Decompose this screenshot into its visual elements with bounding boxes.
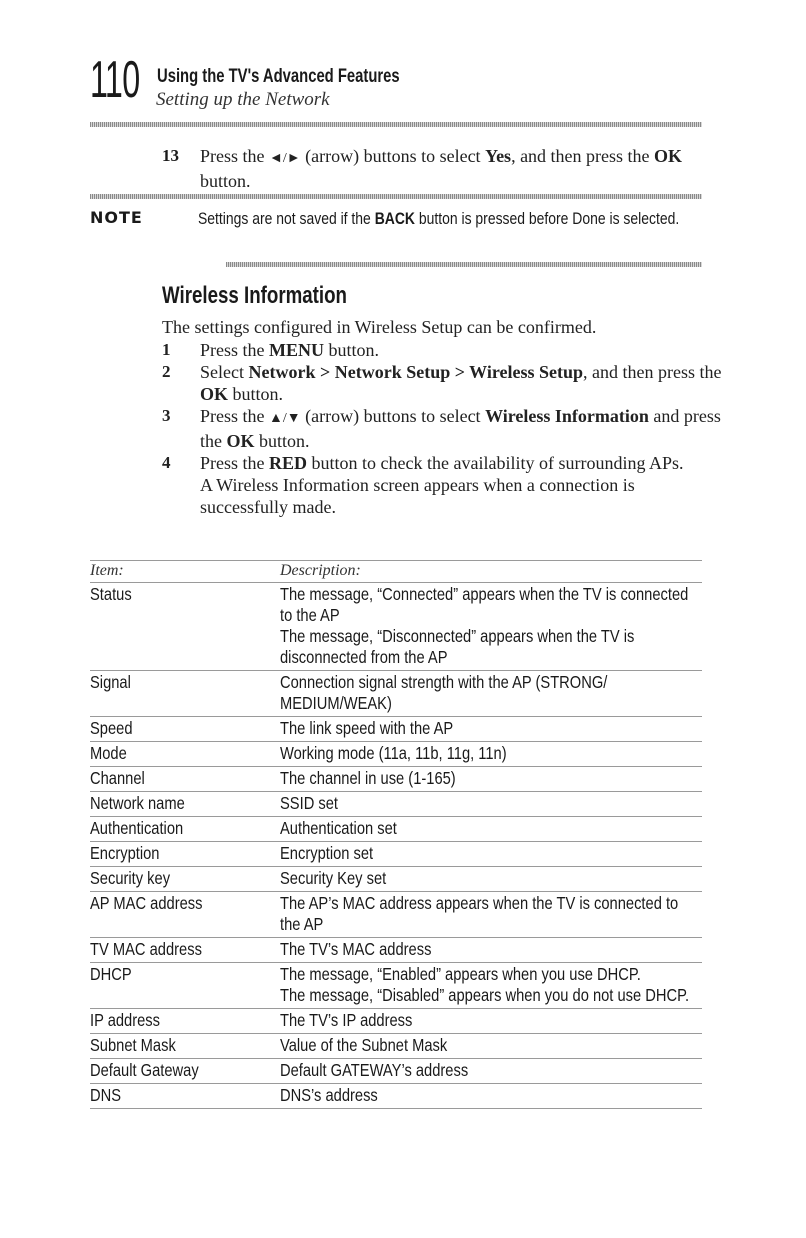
step-text [200,361,722,405]
item-label: DHCP [90,964,132,984]
description-wrap [280,718,702,739]
table-row [90,963,702,1009]
item-cell [90,1084,280,1108]
item-label: Speed [90,718,133,738]
header-rule [90,122,702,127]
item-label: Security key [90,868,171,888]
table-row [90,742,702,767]
text-run: Press the [200,340,265,360]
wireless-steps [162,316,722,518]
item-cell [90,767,280,791]
step-number: 2 [162,362,171,381]
item-label: Network name [90,793,185,813]
description-text: Encryption set [280,843,374,863]
wireless-info-table [90,560,702,1109]
step-text [200,145,700,192]
item-label: DNS [90,1085,122,1105]
table-row [90,1034,702,1059]
item-label: IP address [90,1010,161,1030]
item-label: Encryption [90,843,160,863]
description-text: The link speed with the AP [280,718,454,738]
description-text: The TV’s IP address [280,1010,413,1030]
item-label: AP MAC address [90,893,203,913]
item-cell [90,742,280,766]
description-text: Authentication set [280,818,397,838]
description-text: DNS’s address [280,1085,378,1105]
ok-term: OK [200,384,229,404]
text-run: Press the [200,146,265,166]
step-3 [162,405,722,452]
text-run: Press the [200,453,265,473]
description-text: Working mode (11a, 11b, 11g, 11n) [280,743,507,763]
text-run: button to check the availability of surrounding APs. [311,453,684,473]
yes-term: Yes [485,146,512,166]
text-run: (arrow) buttons to select [305,146,481,166]
table-row [90,867,702,892]
description-wrap [280,1010,702,1031]
step-2 [162,361,722,405]
ok-term: OK [654,146,683,166]
description-cell [280,717,702,741]
text-run: button. [200,171,251,191]
table-row [90,767,702,792]
description-cell [280,892,702,937]
left-right-arrow-icon: ◄/► [269,151,301,166]
item-label: Subnet Mask [90,1035,176,1055]
item-cell [90,792,280,816]
description-wrap [280,964,702,1006]
text-run: Settings are not saved if the [198,209,371,228]
item-label: Status [90,584,132,604]
menu-path: Network > Network Setup > Wireless Setup [248,362,583,382]
step-text [200,339,722,361]
item-label: TV MAC address [90,939,202,959]
text-run: (arrow) buttons to select [305,406,481,426]
description-wrap [280,818,702,839]
chapter-title: Using the TV's Advanced Features [157,66,400,87]
table-row [90,938,702,963]
item-label: Default Gateway [90,1060,199,1080]
description-text: Connection signal strength with the AP (STRONG/ MEDIUM/WEAK) [280,672,608,713]
section-heading: Wireless Information [162,282,347,309]
description-wrap [280,1060,702,1081]
description-cell [280,583,702,670]
item-cell [90,963,280,1008]
description-text: The TV’s MAC address [280,939,432,959]
item-cell [90,717,280,741]
text-run: button. [232,384,284,404]
step-number: 1 [162,340,171,359]
table-row [90,892,702,938]
description-text: Security Key set [280,868,387,888]
description-cell [280,867,702,891]
description-text: The AP’s MAC address appears when the TV is connected to the AP [280,893,679,934]
item-label: Authentication [90,818,184,838]
description-text: SSID set [280,793,339,813]
item-label: Mode [90,743,127,763]
table-row [90,717,702,742]
description-wrap [280,1035,702,1056]
table-row [90,583,702,671]
section-title: Setting up the Network [156,89,330,110]
table-row [90,842,702,867]
description-cell [280,742,702,766]
description-text: The message, “Connected” appears when the TV is connected to the AP [280,584,689,625]
header-description: Description: [280,562,361,579]
description-wrap [280,843,702,864]
description-text: Default GATEWAY’s address [280,1060,469,1080]
step-text [200,405,722,452]
red-term: RED [269,453,308,473]
description-wrap [280,672,702,714]
table-row [90,671,702,717]
item-cell [90,1059,280,1083]
table-row [90,817,702,842]
table-row [90,1084,702,1109]
description-cell [280,1034,702,1058]
description-cell [280,1084,702,1108]
description-cell [280,963,702,1008]
note-top-rule [90,194,702,199]
step-number: 13 [162,146,179,165]
table-row [90,792,702,817]
description-wrap [280,793,702,814]
text-run: button is pressed before Done is selected. [418,209,680,228]
description-wrap [280,1085,702,1106]
step-4 [162,452,722,518]
header-item: Item: [90,562,124,579]
table-row [90,1009,702,1034]
description-wrap [280,893,702,935]
item-cell [90,583,280,670]
menu-term: MENU [269,340,324,360]
description-cell [280,817,702,841]
item-cell [90,1009,280,1033]
page-number: 110 [90,51,140,109]
description-cell [280,1009,702,1033]
item-cell [90,938,280,962]
up-down-arrow-icon: ▲/▼ [269,411,301,426]
text-run: button. [259,431,310,451]
text-run: button. [328,340,380,360]
description-text: The message, “Disconnected” appears when the TV is disconnected from the AP [280,626,635,667]
step-note: A Wireless Information screen appears when a connection is successfully made. [200,475,635,517]
text-run: Select [200,362,244,382]
step-number: 3 [162,406,171,425]
text-run: , and then press the [511,146,650,166]
description-cell [280,792,702,816]
description-text: The channel in use (1-165) [280,768,456,788]
step-number: 4 [162,453,171,472]
note-bottom-rule [226,262,702,267]
item-cell [90,842,280,866]
description-wrap [280,939,702,960]
item-cell [90,671,280,716]
back-term: BACK [374,209,415,228]
description-wrap [280,868,702,889]
description-cell [280,671,702,716]
description-cell [280,767,702,791]
item-label: Channel [90,768,145,788]
intro-text: The settings configured in Wireless Setup can be confirmed. [162,317,597,337]
note-label: NOTE [90,208,143,227]
description-text: Value of the Subnet Mask [280,1035,448,1055]
text-run: , and then press the [583,362,722,382]
text-run: Press the [200,406,265,426]
step-text [200,452,722,518]
description-cell [280,938,702,962]
table-row [90,1059,702,1084]
ok-term: OK [226,431,255,451]
step-1 [162,339,722,361]
step-13 [162,145,702,192]
table-header [90,560,702,583]
description-text: The message, “Disabled” appears when you do not use DHCP. [280,985,690,1005]
text-run: and press the [200,406,721,451]
item-cell [90,1034,280,1058]
item-cell [90,867,280,891]
item-cell [90,892,280,937]
description-text: The message, “Enabled” appears when you use DHCP. [280,964,641,984]
description-cell [280,1059,702,1083]
description-cell [280,842,702,866]
item-cell [90,817,280,841]
wireless-information-term: Wireless Information [485,406,649,426]
description-wrap [280,743,702,764]
description-wrap [280,768,702,789]
item-label: Signal [90,672,131,692]
description-wrap [280,584,702,668]
note-text [198,208,698,230]
